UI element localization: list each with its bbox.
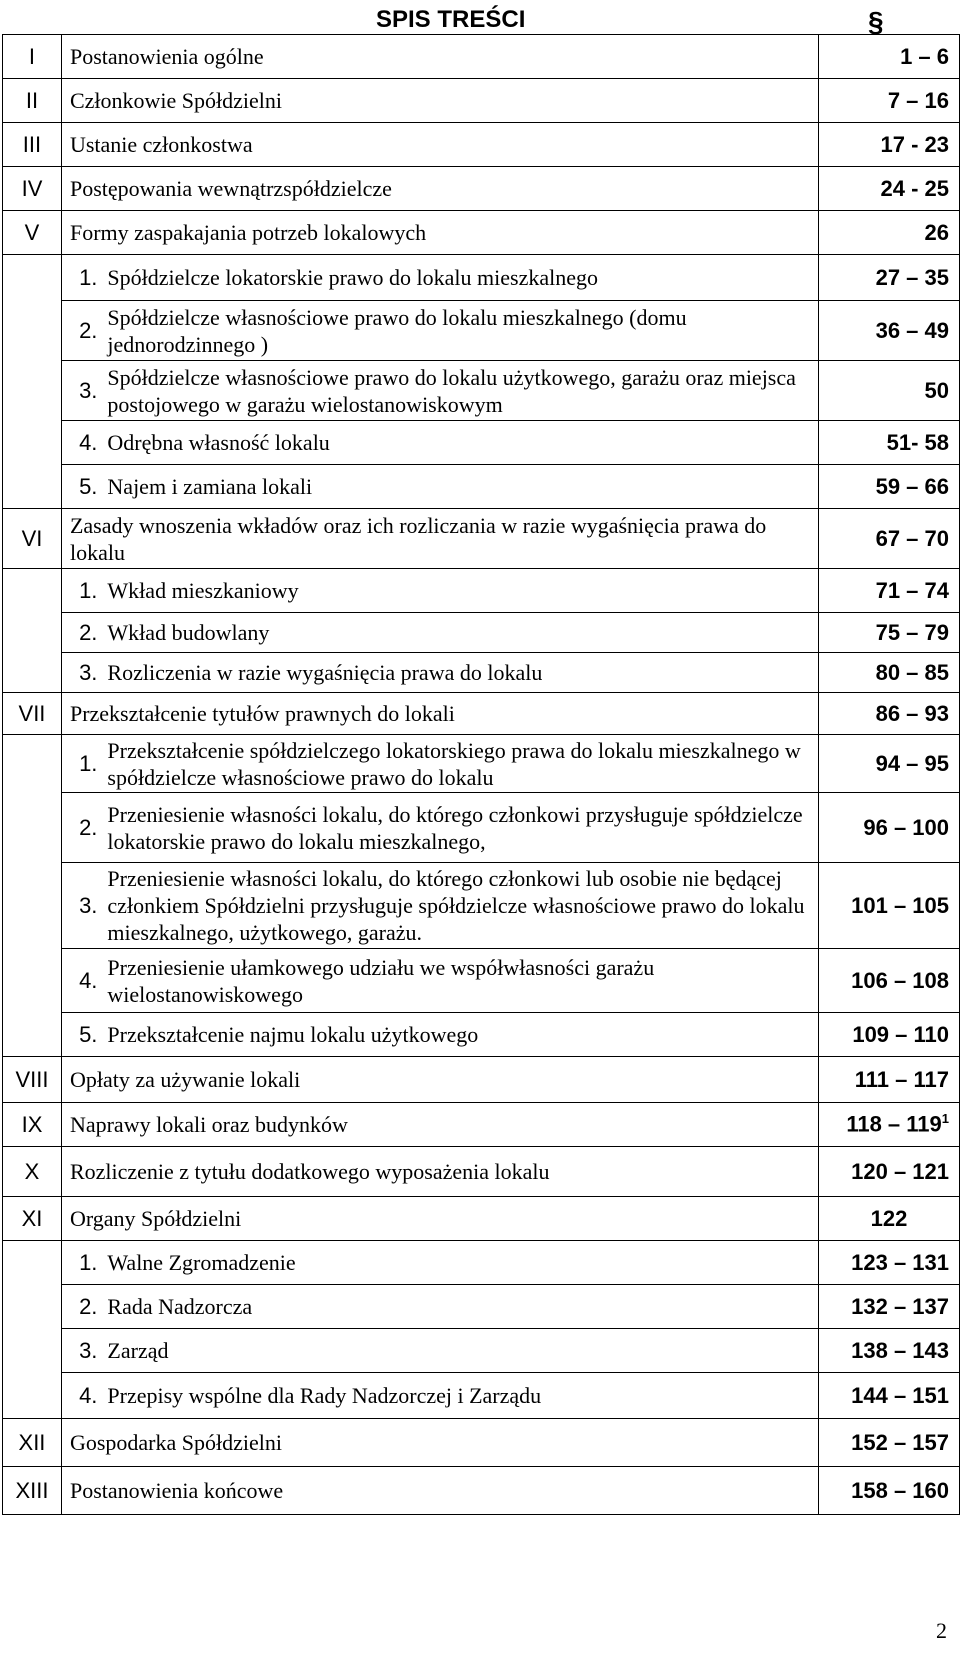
toc-subnumber: 2.	[61, 301, 101, 361]
toc-title: Rada Nadzorcza	[101, 1285, 818, 1329]
toc-title: Postępowania wewnątrzspółdzielcze	[61, 167, 818, 211]
toc-pages: 101 – 105	[819, 863, 960, 949]
toc-roman: XIII	[3, 1467, 62, 1515]
table-row	[3, 1373, 960, 1419]
table-row	[3, 793, 960, 863]
toc-pages: 27 – 35	[819, 255, 960, 301]
toc-title: Przeniesienie ułamkowego udziału we współwłasności garażu wielostanowiskowego	[101, 949, 818, 1013]
toc-title: Najem i zamiana lokali	[101, 465, 818, 509]
table-row	[3, 35, 960, 79]
toc-pages: 67 – 70	[819, 509, 960, 569]
toc-title: Rozliczenie z tytułu dodatkowego wyposażenia lokalu	[61, 1147, 818, 1197]
toc-roman-empty	[3, 255, 62, 509]
table-row	[3, 1013, 960, 1057]
toc-title: Zarząd	[101, 1329, 818, 1373]
toc-roman: III	[3, 123, 62, 167]
toc-title: Przekształcenie tytułów prawnych do lokali	[61, 693, 818, 735]
table-row	[3, 1419, 960, 1467]
toc-title: Wkład budowlany	[101, 613, 818, 653]
toc-title: Organy Spółdzielni	[61, 1197, 818, 1241]
page-number: 2	[936, 1618, 947, 1643]
toc-title: Odrębna własność lokalu	[101, 421, 818, 465]
table-row	[3, 1329, 960, 1373]
table-row	[3, 421, 960, 465]
table-row	[3, 693, 960, 735]
toc-title: Walne Zgromadzenie	[101, 1241, 818, 1285]
table-row	[3, 1197, 960, 1241]
toc-pages: 122	[819, 1197, 960, 1241]
table-row	[3, 1103, 960, 1147]
toc-subnumber: 2.	[61, 1285, 101, 1329]
table-row	[3, 1285, 960, 1329]
toc-pages: 86 – 93	[819, 693, 960, 735]
toc-pages: 94 – 95	[819, 735, 960, 793]
table-row	[3, 509, 960, 569]
toc-title: Rozliczenia w razie wygaśnięcia prawa do lokalu	[101, 653, 818, 693]
toc-roman-empty	[3, 735, 62, 1057]
toc-title: Formy zaspakajania potrzeb lokalowych	[61, 211, 818, 255]
toc-roman: XII	[3, 1419, 62, 1467]
toc-subnumber: 4.	[61, 949, 101, 1013]
toc-title: Przekształcenie najmu lokalu użytkowego	[101, 1013, 818, 1057]
toc-pages-value: 118 – 119	[846, 1111, 942, 1137]
toc-roman: IX	[3, 1103, 62, 1147]
toc-pages: 144 – 151	[819, 1373, 960, 1419]
toc-pages: 111 – 117	[819, 1057, 960, 1103]
toc-pages: 106 – 108	[819, 949, 960, 1013]
toc-title: Przepisy wspólne dla Rady Nadzorczej i Zarządu	[101, 1373, 818, 1419]
toc-title: Przeniesienie własności lokalu, do którego członkowi przysługuje spółdzielcze lokatorskie prawo do lokalu mieszkalnego,	[101, 793, 818, 863]
table-row	[3, 167, 960, 211]
table-row	[3, 569, 960, 613]
toc-subnumber: 1.	[61, 255, 101, 301]
toc-title: Opłaty za używanie lokali	[61, 1057, 818, 1103]
toc-title: Przekształcenie spółdzielczego lokatorskiego prawa do lokalu mieszkalnego w spółdzielcze własnościowe prawo do lokalu	[101, 735, 818, 793]
footnote-marker: 1	[941, 1111, 949, 1127]
table-row	[3, 211, 960, 255]
toc-pages: 26	[819, 211, 960, 255]
table-row	[3, 1241, 960, 1285]
toc-roman: VI	[3, 509, 62, 569]
table-row	[3, 79, 960, 123]
toc-pages: 109 – 110	[819, 1013, 960, 1057]
toc-title: Spółdzielcze własnościowe prawo do lokalu mieszkalnego (domu jednorodzinnego )	[101, 301, 818, 361]
toc-pages: 123 – 131	[819, 1241, 960, 1285]
toc-title: Spółdzielcze własnościowe prawo do lokalu użytkowego, garażu oraz miejsca postojowego w garażu wielostanowiskowym	[101, 361, 818, 421]
toc-title: Wkład mieszkaniowy	[101, 569, 818, 613]
toc-pages: 50	[819, 361, 960, 421]
toc-roman: XI	[3, 1197, 62, 1241]
toc-pages: 59 – 66	[819, 465, 960, 509]
toc-pages: 132 – 137	[819, 1285, 960, 1329]
toc-roman: IV	[3, 167, 62, 211]
toc-title: Naprawy lokali oraz budynków	[61, 1103, 818, 1147]
table-row	[3, 123, 960, 167]
toc-pages: 152 – 157	[819, 1419, 960, 1467]
table-row	[3, 863, 960, 949]
toc-roman: VII	[3, 693, 62, 735]
page-title: SPIS TREŚCI	[376, 6, 526, 33]
toc-pages: 1 – 6	[819, 35, 960, 79]
toc-title: Członkowie Spółdzielni	[61, 79, 818, 123]
toc-pages	[819, 1103, 960, 1147]
table-row	[3, 1057, 960, 1103]
toc-roman: VIII	[3, 1057, 62, 1103]
toc-pages: 120 – 121	[819, 1147, 960, 1197]
toc-subnumber: 1.	[61, 735, 101, 793]
toc-subnumber: 3.	[61, 653, 101, 693]
document-header	[0, 4, 960, 36]
toc-subnumber: 4.	[61, 421, 101, 465]
toc-title: Spółdzielcze lokatorskie prawo do lokalu mieszkalnego	[101, 255, 818, 301]
table-row	[3, 301, 960, 361]
toc-subnumber: 2.	[61, 613, 101, 653]
table-row	[3, 1147, 960, 1197]
toc-subnumber: 1.	[61, 1241, 101, 1285]
toc-roman: X	[3, 1147, 62, 1197]
toc-pages: 36 – 49	[819, 301, 960, 361]
toc-subnumber: 2.	[61, 793, 101, 863]
toc-roman-empty	[3, 1241, 62, 1419]
toc-pages: 96 – 100	[819, 793, 960, 863]
toc-table	[2, 34, 960, 1515]
toc-roman: II	[3, 79, 62, 123]
toc-roman-empty	[3, 569, 62, 693]
table-row	[3, 361, 960, 421]
toc-title: Przeniesienie własności lokalu, do którego członkowi lub osobie nie będącej członkiem Spółdzielni przysługuje spółdzielcze własnościowe prawo do lokalu mieszkalnego, użytkowego, garażu.	[101, 863, 818, 949]
toc-subnumber: 1.	[61, 569, 101, 613]
toc-subnumber: 5.	[61, 465, 101, 509]
table-row	[3, 949, 960, 1013]
toc-title: Postanowienia końcowe	[61, 1467, 818, 1515]
table-row	[3, 255, 960, 301]
table-row	[3, 1467, 960, 1515]
toc-pages: 71 – 74	[819, 569, 960, 613]
toc-subnumber: 3.	[61, 361, 101, 421]
toc-pages: 7 – 16	[819, 79, 960, 123]
toc-subnumber: 5.	[61, 1013, 101, 1057]
toc-title: Postanowienia ogólne	[61, 35, 818, 79]
toc-title: Ustanie członkostwa	[61, 123, 818, 167]
toc-pages: 17 - 23	[819, 123, 960, 167]
toc-subnumber: 3.	[61, 863, 101, 949]
toc-title: Zasady wnoszenia wkładów oraz ich rozliczania w razie wygaśnięcia prawa do lokalu	[61, 509, 818, 569]
toc-pages: 24 - 25	[819, 167, 960, 211]
toc-roman: V	[3, 211, 62, 255]
table-row	[3, 465, 960, 509]
toc-pages: 80 – 85	[819, 653, 960, 693]
section-symbol: §	[868, 6, 884, 37]
toc-pages: 75 – 79	[819, 613, 960, 653]
table-row	[3, 653, 960, 693]
table-row	[3, 735, 960, 793]
toc-pages: 158 – 160	[819, 1467, 960, 1515]
table-row	[3, 613, 960, 653]
toc-roman: I	[3, 35, 62, 79]
toc-title: Gospodarka Spółdzielni	[61, 1419, 818, 1467]
toc-subnumber: 4.	[61, 1373, 101, 1419]
toc-subnumber: 3.	[61, 1329, 101, 1373]
toc-pages: 51- 58	[819, 421, 960, 465]
toc-pages: 138 – 143	[819, 1329, 960, 1373]
